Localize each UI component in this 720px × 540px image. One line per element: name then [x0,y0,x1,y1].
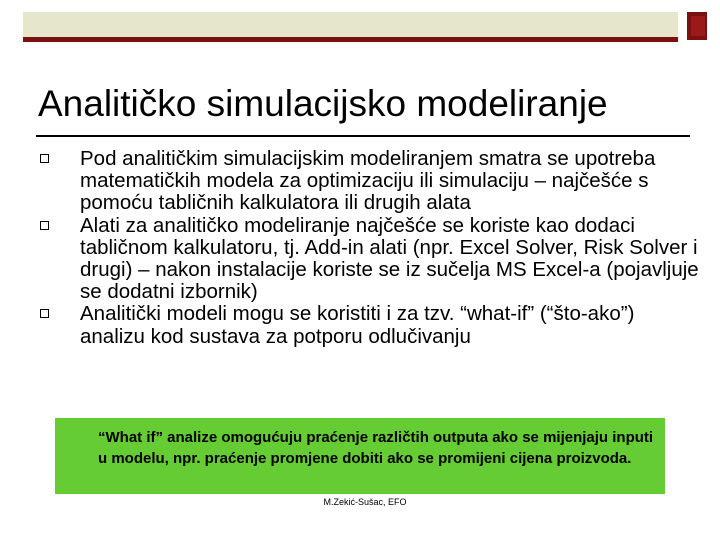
bullet-text: Analitički modeli mogu se koristiti i za tzv. “what-if” (“što-ako”) analizu kod sustava za potporu odlučivanju [80,302,635,348]
hollow-square-bullet-icon [40,221,49,230]
header-square-inner [691,16,705,36]
header-square-decoration [687,12,707,40]
header-band [23,12,678,42]
note-text: “What if” analize omogućuju praćenje različtih outputa ako se mijenjaju inputi u modelu, npr. praćenje promjene dobiti ako se promijeni cijena proizvoda. [98,429,654,467]
bullet-item [40,215,700,304]
hollow-square-bullet-icon [40,309,49,318]
note-box [55,418,665,494]
bullet-item [40,148,700,215]
bullet-text: Alati za analitičko modeliranje najčešće se koriste kao dodaci tabličnom kalkulatoru, tj. Add-in alati (npr. Excel Solver, Risk Solver i drugi) – nakon instalacije koriste se iz sučelja MS Excel-a (pojavljuje se dodatni izbornik) [80,213,699,304]
footer-author: M.Zekić-Sušac, EFO [323,497,407,507]
slide-title: Analitičko simulacijsko modeliranje [38,83,608,124]
bullet-item [40,303,700,347]
title-divider [36,135,690,137]
bullet-text: Pod analitičkim simulacijskim modeliranjem smatra se upotreba matematičkih modela za optimizaciju ili simulaciju – najčešće s pomoću tabličnih kalkulatora ili drugih alata [80,147,656,215]
hollow-square-bullet-icon [40,154,49,163]
bullet-list [40,148,700,348]
